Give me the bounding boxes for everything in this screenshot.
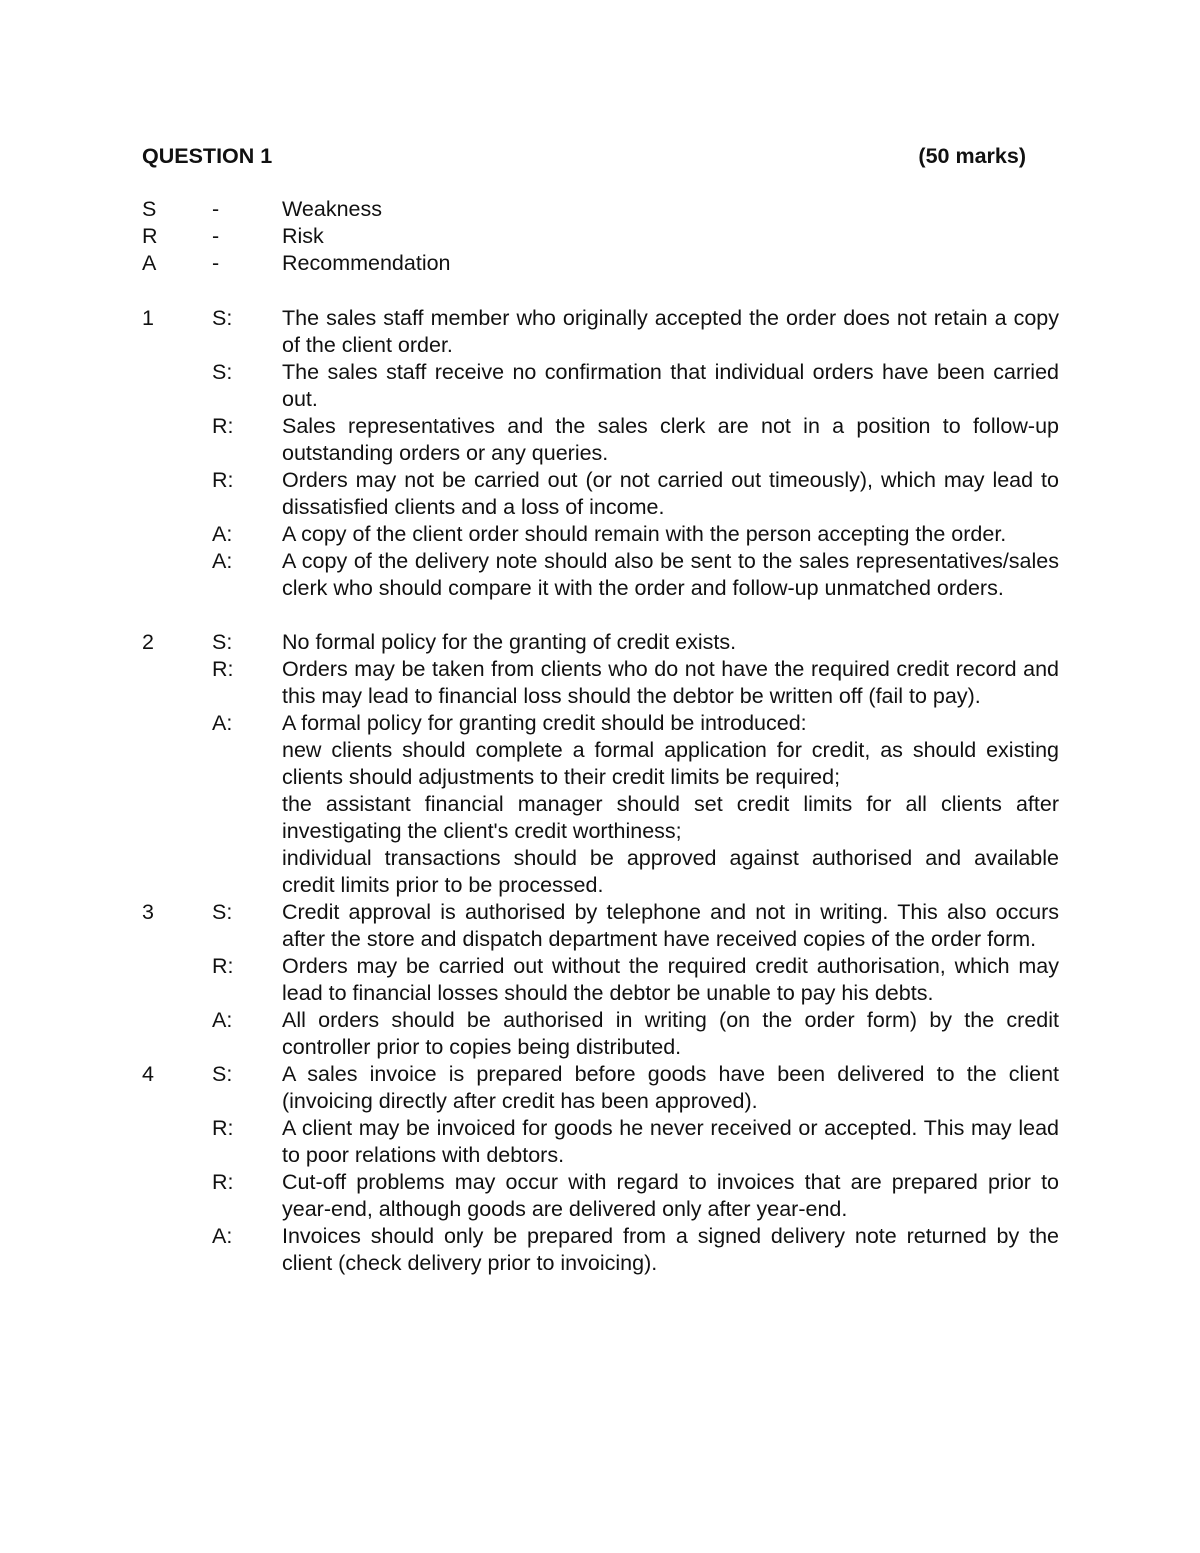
answer-point bbox=[142, 1061, 1059, 1277]
item-line: Cut-off problems may occur with regard to invoices that are prepared prior to year-end, although goods are delivered only after year-end. bbox=[282, 1170, 1059, 1221]
answer-item bbox=[142, 467, 1059, 521]
item-line: A formal policy for granting credit should be introduced: bbox=[282, 711, 807, 735]
legend-meaning: Recommendation bbox=[282, 251, 451, 275]
item-text bbox=[282, 629, 1059, 656]
question-title: QUESTION 1 bbox=[142, 144, 273, 168]
item-line: Sales representatives and the sales clerk are not in a position to follow-up outstanding orders or any queries. bbox=[282, 414, 1059, 465]
item-label: S: bbox=[212, 306, 233, 330]
answer-item bbox=[142, 953, 1059, 1007]
legend-dash: - bbox=[212, 251, 220, 275]
legend-meaning: Risk bbox=[282, 224, 324, 248]
answer-item bbox=[142, 305, 1059, 359]
item-label: R: bbox=[212, 954, 234, 978]
item-line: A copy of the client order should remain with the person accepting the order. bbox=[282, 522, 1007, 546]
item-line: Orders may not be carried out (or not carried out timeously), which may lead to dissatisfied clients and a loss of income. bbox=[282, 468, 1059, 519]
answer-point bbox=[142, 305, 1059, 602]
item-line: The sales staff receive no confirmation that individual orders have been carried out. bbox=[282, 360, 1059, 411]
answer-item bbox=[142, 710, 1059, 899]
item-text bbox=[282, 1169, 1059, 1223]
item-label: A: bbox=[212, 711, 233, 735]
item-line: Orders may be taken from clients who do not have the required credit record and this may lead to financial loss should the debtor be written off (fail to pay). bbox=[282, 657, 1059, 708]
item-text bbox=[282, 413, 1059, 467]
item-line: A client may be invoiced for goods he never received or accepted. This may lead to poor relations with debtors. bbox=[282, 1116, 1059, 1167]
point-number: 3 bbox=[142, 900, 154, 924]
item-text bbox=[282, 656, 1059, 710]
legend-key: S bbox=[142, 197, 157, 221]
point-number: 4 bbox=[142, 1062, 154, 1086]
item-label: S: bbox=[212, 1062, 233, 1086]
item-label: R: bbox=[212, 1116, 234, 1140]
item-text bbox=[282, 953, 1059, 1007]
answer-point bbox=[142, 629, 1059, 899]
item-label: A: bbox=[212, 522, 233, 546]
legend-key: A bbox=[142, 251, 157, 275]
item-line: A copy of the delivery note should also be sent to the sales representatives/sales clerk who should compare it with the order and follow-up unmatched orders. bbox=[282, 549, 1059, 600]
item-text bbox=[282, 1223, 1059, 1277]
legend-row bbox=[142, 196, 1042, 223]
item-label: S: bbox=[212, 900, 233, 924]
answer-list bbox=[142, 305, 1059, 1277]
item-line: A sales invoice is prepared before goods have been delivered to the client (invoicing directly after credit has been approved). bbox=[282, 1062, 1059, 1113]
answer-item bbox=[142, 1061, 1059, 1115]
item-label: S: bbox=[212, 360, 233, 384]
answer-item bbox=[142, 413, 1059, 467]
answer-item bbox=[142, 1169, 1059, 1223]
answer-item bbox=[142, 1007, 1059, 1061]
item-line: Credit approval is authorised by telephone and not in writing. This also occurs after the store and dispatch department have received copies of the order form. bbox=[282, 900, 1059, 951]
item-line: Invoices should only be prepared from a signed delivery note returned by the client (check delivery prior to invoicing). bbox=[282, 1224, 1059, 1275]
legend bbox=[142, 196, 1042, 277]
point-number: 2 bbox=[142, 630, 154, 654]
item-text bbox=[282, 359, 1059, 413]
legend-meaning: Weakness bbox=[282, 197, 382, 221]
item-text bbox=[282, 1061, 1059, 1115]
answer-point bbox=[142, 899, 1059, 1061]
answer-item bbox=[142, 1223, 1059, 1277]
answer-item bbox=[142, 1115, 1059, 1169]
item-line: new clients should complete a formal application for credit, as should existing clients should adjustments to their credit limits be required; bbox=[282, 738, 1059, 789]
item-line: Orders may be carried out without the required credit authorisation, which may lead to financial losses should the debtor be unable to pay his debts. bbox=[282, 954, 1059, 1005]
answer-item bbox=[142, 899, 1059, 953]
answer-item bbox=[142, 548, 1059, 602]
item-text bbox=[282, 1007, 1059, 1061]
item-label: R: bbox=[212, 1170, 234, 1194]
item-line: individual transactions should be approved against authorised and available credit limits prior to be processed. bbox=[282, 846, 1059, 897]
item-text bbox=[282, 1115, 1059, 1169]
item-text bbox=[282, 899, 1059, 953]
legend-row bbox=[142, 223, 1042, 250]
legend-key: R bbox=[142, 224, 158, 248]
item-text bbox=[282, 521, 1059, 548]
legend-dash: - bbox=[212, 224, 220, 248]
item-label: R: bbox=[212, 468, 234, 492]
item-label: R: bbox=[212, 414, 234, 438]
answer-item bbox=[142, 359, 1059, 413]
question-marks: (50 marks) bbox=[918, 144, 1026, 168]
item-text bbox=[282, 467, 1059, 521]
answer-item bbox=[142, 656, 1059, 710]
point-number: 1 bbox=[142, 306, 154, 330]
item-line: the assistant financial manager should set credit limits for all clients after investigating the client's credit worthiness; bbox=[282, 792, 1059, 843]
item-line: All orders should be authorised in writing (on the order form) by the credit controller prior to copies being distributed. bbox=[282, 1008, 1059, 1059]
item-label: R: bbox=[212, 657, 234, 681]
item-label: A: bbox=[212, 1224, 233, 1248]
item-line: No formal policy for the granting of credit exists. bbox=[282, 630, 737, 654]
item-label: A: bbox=[212, 1008, 233, 1032]
answer-item bbox=[142, 629, 1059, 656]
item-label: S: bbox=[212, 630, 233, 654]
legend-dash: - bbox=[212, 197, 220, 221]
answer-item bbox=[142, 521, 1059, 548]
item-label: A: bbox=[212, 549, 233, 573]
item-text bbox=[282, 305, 1059, 359]
item-text bbox=[282, 710, 1059, 899]
legend-row bbox=[142, 250, 1042, 277]
item-line: The sales staff member who originally accepted the order does not retain a copy of the client order. bbox=[282, 306, 1059, 357]
item-text bbox=[282, 548, 1059, 602]
